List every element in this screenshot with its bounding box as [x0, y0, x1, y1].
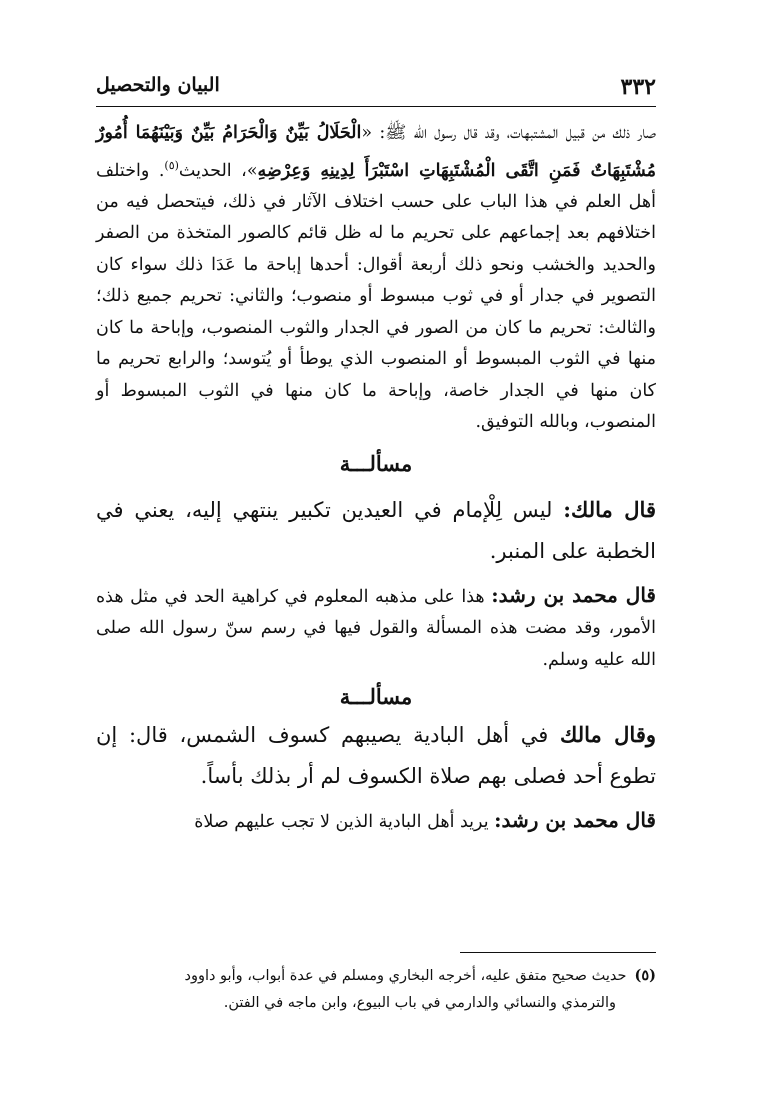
- footnote-text-1: حديث صحيح متفق عليه، أخرجه البخاري ومسلم في عدة أبواب، وأبو داوود: [184, 968, 627, 984]
- ibn-rushd-label-1: قال محمد بن رشد:: [491, 582, 656, 607]
- running-title: البيان والتحصيل: [96, 74, 220, 96]
- page-number: ٣٣٢: [620, 74, 656, 100]
- footnote-line-2: [96, 990, 656, 1017]
- ibn-rushd-label-2: قال محمد بن رشد:: [494, 808, 656, 833]
- masala-heading-2: مسألـــة: [339, 684, 413, 710]
- footnote-line-1: [96, 962, 656, 990]
- malik-text-1: ليس لِلْإمام في العيدين تكبير ينتهي إليه، يعني في الخطبة على المنبر.: [96, 497, 656, 563]
- masala-heading-1: مسألـــة: [339, 450, 413, 476]
- ibn-rushd-commentary-2: [96, 805, 656, 839]
- page-header: [96, 72, 656, 107]
- footnote-ref: (٥): [164, 158, 179, 172]
- footnote-text-2: والترمذي والنسائي والدارمي في باب البيوع، وابن ماجه في الفتن.: [223, 995, 616, 1011]
- para1-lead: صار ذلك من قبيل المشتبهات، وقد قال رسول الله ﷺ: «: [361, 123, 656, 143]
- main-text: [96, 118, 656, 839]
- para1-rest: . واختلف أهل العلم في هذا الباب على حسب اختلاف الآثار في ذلك، فيتحصل فيه من اختلافهم بعد إجماعهم على تحريم ما له ظل قائم كالصور المتخذة من الصفر والحديد والخشب ونحو ذلك أربعة أقوال: أحدها إباحة ما عَدَا ذلك سواء كان التصوير في جدار أو في ثوب مبسوط أو منصوب؛ والثاني: تحريم جميع ذلك؛ والثالث: تحريم ما كان من الصور في الجدار والثوب المنصوب، وإباحة ما كان منها في الثوب المبسوط أو المنصوب الذي يوطأ أو يُتوسد؛ والرابع تحريم ما كان منها في الجدار خاصة، وإباحة ما كان منها في الثوب المبسوط أو المنصوب، وبالله التوفيق.: [96, 160, 656, 433]
- para1-tail: »، الحديث: [178, 160, 258, 181]
- paragraph-images-ruling: [96, 118, 656, 439]
- ibn-rushd-text-2: يريد أهل البادية الذين لا تجب عليهم صلاة: [194, 812, 495, 833]
- malik-statement-1: [96, 489, 656, 572]
- hadith-quote: الْحَلَالُ بَيِّنٌ وَالْحَرَامُ بَيِّنٌ وَبَيْنَهُمَا أُمُورٌ مُشْتَبِهَاتٌ فَمَنِ اتَّقَى الْمُشْتَبِهَاتِ اسْتَبْرَأَ لِدِينِهِ وَعِرْضِهِ: [96, 123, 656, 181]
- malik-label-1: قال مالك:: [563, 496, 656, 522]
- footnote-separator: [460, 952, 656, 953]
- malik-statement-2: [96, 714, 656, 797]
- malik-text-2: في أهل البادية يصيبهم كسوف الشمس، قال: إن تطوع أحد فصلى بهم صلاة الكسوف لم أر بذلك بأساً.: [96, 723, 656, 789]
- ibn-rushd-commentary-1: [96, 580, 656, 677]
- footnote-number: (٥): [634, 967, 656, 984]
- malik-label-2: وقال مالك: [560, 722, 656, 748]
- ibn-rushd-text-1: هذا على مذهبه المعلوم في كراهية الحد في مثل هذه الأمور، وقد مضت هذه المسألة والقول فيها في رسم سنّ رسول الله صلى الله عليه وسلم.: [96, 586, 656, 670]
- footnotes: [96, 962, 656, 1017]
